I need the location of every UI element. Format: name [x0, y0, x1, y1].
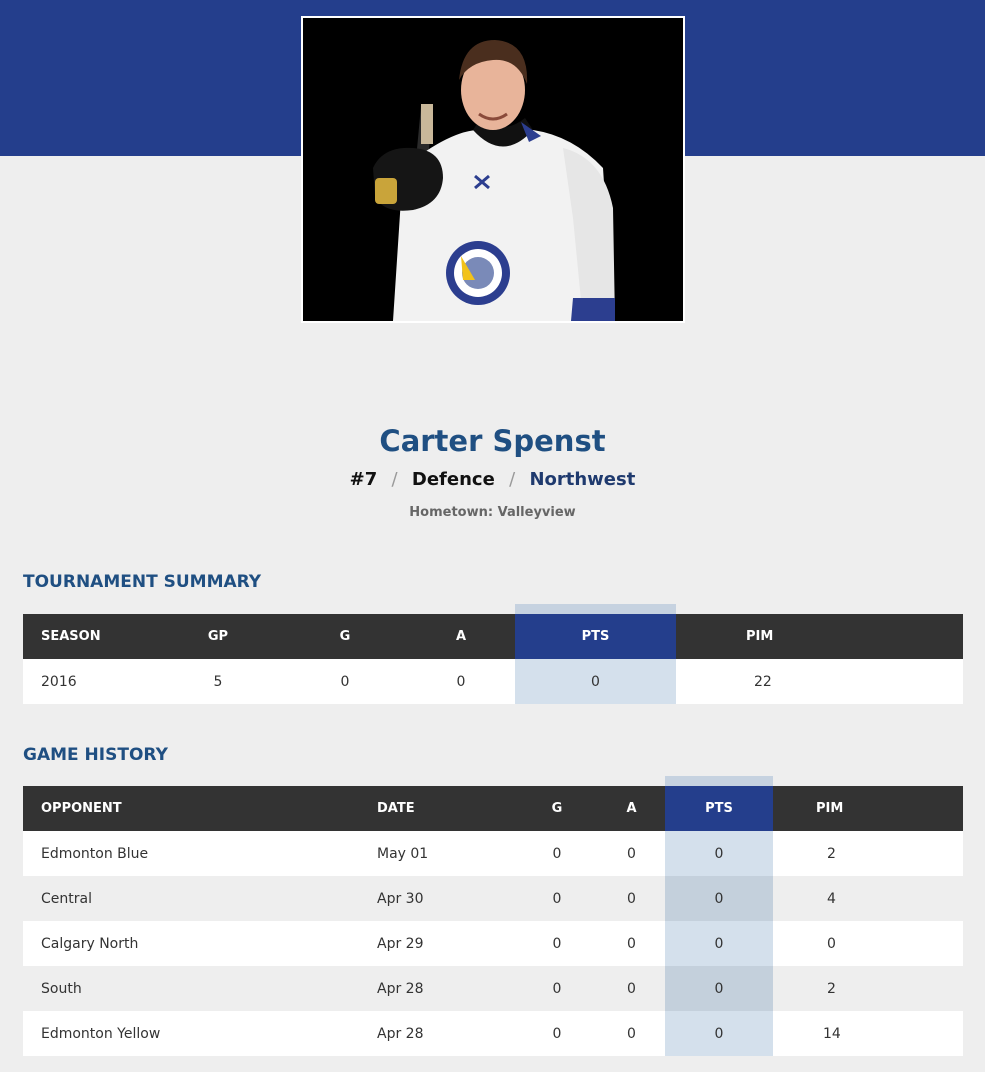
table-cell: 0	[283, 659, 407, 704]
meta-separator: /	[391, 469, 398, 490]
opponent-cell: Edmonton Yellow	[23, 1011, 359, 1056]
date-cell: Apr 29	[359, 921, 516, 966]
table-cell: 0	[598, 876, 665, 921]
opponent-cell: South	[23, 966, 359, 1011]
table-cell: 0	[515, 659, 676, 704]
table-cell: 0	[665, 831, 773, 876]
table-cell: 0	[516, 831, 598, 876]
table-cell: 0	[665, 966, 773, 1011]
date-cell: Apr 28	[359, 966, 516, 1011]
column-header[interactable]: OPPONENT	[23, 786, 359, 831]
table-cell: 0	[665, 876, 773, 921]
opponent-cell: Central	[23, 876, 359, 921]
column-header[interactable]: A	[598, 786, 665, 831]
table-row	[23, 1011, 963, 1056]
player-hometown: Hometown: Valleyview	[409, 505, 576, 520]
date-cell: May 01	[359, 831, 516, 876]
column-header-sorted[interactable]: PTS	[515, 614, 676, 659]
date-cell: Apr 28	[359, 1011, 516, 1056]
player-team-link[interactable]: Northwest	[529, 469, 636, 490]
player-meta	[0, 469, 985, 490]
opponent-cell: Edmonton Blue	[23, 831, 359, 876]
tournament-summary-table	[23, 614, 963, 704]
game-history-table	[23, 786, 963, 1056]
column-header[interactable]: SEASON	[23, 614, 153, 659]
column-header[interactable]: G	[516, 786, 598, 831]
date-cell: Apr 30	[359, 876, 516, 921]
table-cell: 2	[773, 831, 963, 876]
column-header[interactable]: A	[407, 614, 515, 659]
table-cell: 0	[598, 921, 665, 966]
table-row	[23, 921, 963, 966]
table-cell: 2016	[23, 659, 153, 704]
table-row	[23, 831, 963, 876]
column-header[interactable]: G	[283, 614, 407, 659]
table-cell: 0	[773, 921, 963, 966]
table-cell: 0	[598, 1011, 665, 1056]
column-header[interactable]: DATE	[359, 786, 516, 831]
table-row	[23, 659, 963, 704]
table-row	[23, 966, 963, 1011]
column-header-sorted[interactable]: PTS	[665, 786, 773, 831]
game-history-title: GAME HISTORY	[23, 745, 168, 765]
table-header-row	[23, 786, 963, 831]
meta-separator: /	[509, 469, 516, 490]
tournament-summary-title: TOURNAMENT SUMMARY	[23, 572, 262, 592]
table-cell: 0	[598, 831, 665, 876]
table-cell: 22	[676, 659, 963, 704]
table-cell: 0	[407, 659, 515, 704]
table-header-row	[23, 614, 963, 659]
table-cell: 4	[773, 876, 963, 921]
player-name: Carter Spenst	[379, 424, 606, 458]
table-cell: 0	[665, 1011, 773, 1056]
table-cell: 0	[516, 876, 598, 921]
table-cell: 0	[598, 966, 665, 1011]
table-cell: 2	[773, 966, 963, 1011]
player-photo	[301, 16, 685, 323]
table-cell: 14	[773, 1011, 963, 1056]
player-number: #7	[349, 469, 378, 490]
column-header[interactable]: GP	[153, 614, 283, 659]
player-photo-illustration	[303, 18, 683, 321]
table-cell: 0	[516, 921, 598, 966]
column-header[interactable]: PIM	[773, 786, 963, 831]
table-cell: 0	[516, 1011, 598, 1056]
opponent-cell: Calgary North	[23, 921, 359, 966]
table-cell: 0	[665, 921, 773, 966]
column-header[interactable]: PIM	[676, 614, 963, 659]
table-cell: 0	[516, 966, 598, 1011]
player-position: Defence	[411, 469, 495, 490]
table-cell: 5	[153, 659, 283, 704]
table-row	[23, 876, 963, 921]
